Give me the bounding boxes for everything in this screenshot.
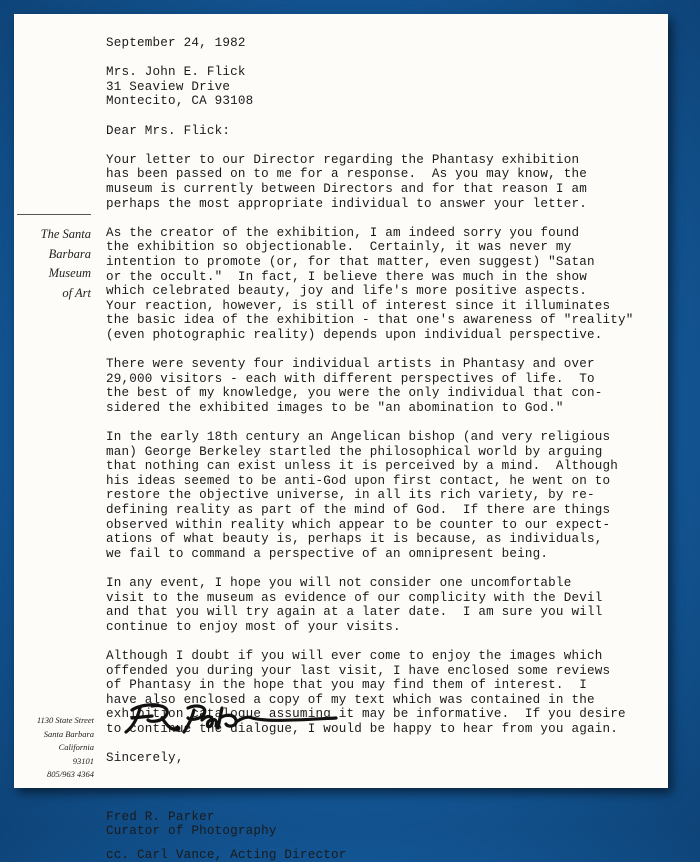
paragraph-line: man) George Berkeley startled the philosophical world by arguing bbox=[106, 444, 603, 459]
paragraph-line: As the creator of the exhibition, I am indeed sorry you found bbox=[106, 225, 580, 240]
paragraph-line: (even photographic reality) depends upon individual perspective. bbox=[106, 327, 603, 342]
paragraph-line: Your letter to our Director regarding the Phantasy exhibition bbox=[106, 152, 580, 167]
recipient-line: Mrs. John E. Flick bbox=[106, 65, 246, 80]
paragraph-line: restore the objective universe, in all its rich variety, by re- bbox=[106, 488, 595, 503]
paragraph-line: which celebrated beauty, joy and life's more positive aspects. bbox=[106, 284, 587, 299]
signer-name: Fred R. Parker bbox=[106, 809, 215, 824]
address-line: 805/963 4364 bbox=[47, 769, 94, 779]
letter-paragraph bbox=[106, 357, 666, 415]
paragraph-line: to continue the dialogue, I would be happy to hear from you again. bbox=[106, 721, 618, 736]
paragraph-line: that nothing can exist unless it is perceived by a mind. Although bbox=[106, 459, 618, 474]
letter-date: September 24, 1982 bbox=[106, 36, 246, 50]
paragraph-line: offended you during your last visit, I have enclosed some reviews bbox=[106, 663, 611, 678]
paragraph-line: and that you will try again at a later date. I am sure you will bbox=[106, 605, 603, 620]
letter-paragraphs bbox=[106, 153, 666, 751]
masthead-line: of Art bbox=[62, 285, 91, 300]
paragraph-line: or the occult." In fact, I believe there was much in the show bbox=[106, 269, 587, 284]
cc-line: cc. Carl Vance, Acting Director bbox=[106, 847, 347, 862]
masthead-line: Barbara bbox=[48, 246, 91, 261]
closing: Sincerely, bbox=[106, 751, 184, 766]
letter-paragraph bbox=[106, 576, 666, 634]
paragraph-line: sidered the exhibited images to be "an abomination to God." bbox=[106, 400, 564, 415]
paragraph-line: Although I doubt if you will ever come to enjoy the images which bbox=[106, 648, 603, 663]
paragraph-line: intention to promote (or, for that matter, even suggest) "Satan bbox=[106, 254, 595, 269]
handwritten-signature bbox=[118, 700, 348, 740]
paragraph-line: museum is currently between Directors and for that reason I am bbox=[106, 181, 587, 196]
paragraph-line: defining reality as part of the mind of God. If there are things bbox=[106, 503, 611, 517]
recipient-address bbox=[106, 65, 666, 109]
masthead-line: Museum bbox=[48, 266, 91, 280]
paragraph-line: perhaps the most appropriate individual to answer your letter. bbox=[106, 196, 587, 211]
paragraph-line: observed within reality which appear to be counter to our expect- bbox=[106, 517, 611, 532]
paragraph-line: In the early 18th century an Angelican bishop (and very religious bbox=[106, 430, 611, 445]
paragraph-line: his ideas seemed to be anti-God upon first contact, he went on to bbox=[106, 473, 611, 488]
paragraph-line: have also enclosed a copy of my text which was contained in the bbox=[106, 692, 595, 707]
letter-paragraph bbox=[106, 153, 666, 211]
address-line: Santa Barbara bbox=[43, 728, 94, 739]
paragraph-line: exhibition catalogue assuming it may be informative. If you desire bbox=[106, 707, 626, 722]
paragraph-line: There were seventy four individual artists in Phantasy and over bbox=[106, 357, 595, 372]
paragraph-line: the best of my knowledge, you were the only individual that con- bbox=[106, 386, 603, 401]
address-line: 93101 bbox=[72, 755, 94, 766]
paragraph-line: Your reaction, however, is still of interest since it illuminates bbox=[106, 298, 611, 313]
paragraph-line: 29,000 visitors - each with different perspectives of life. To bbox=[106, 371, 595, 386]
letter-paragraph bbox=[106, 430, 666, 561]
recipient-line: Montecito, CA 93108 bbox=[106, 94, 254, 109]
paragraph-line: ations of what beauty is, perhaps it is because, as individuals, bbox=[106, 532, 603, 547]
address-line: California bbox=[58, 742, 94, 752]
museum-masthead bbox=[17, 214, 91, 303]
letter-paragraph bbox=[106, 226, 666, 343]
paragraph-line: In any event, I hope you will not consider one uncomfortable bbox=[106, 575, 572, 590]
paragraph-line: continue to enjoy most of your visits. bbox=[106, 619, 401, 634]
paragraph-line: the basic idea of the exhibition - that one's awareness of "reality" bbox=[106, 313, 634, 328]
salutation: Dear Mrs. Flick: bbox=[106, 123, 231, 138]
museum-address bbox=[24, 714, 94, 782]
paragraph-line: of Phantasy in the hope that you may find them of interest. I bbox=[106, 678, 587, 693]
paragraph-line: visit to the museum as evidence of our complicity with the Devil bbox=[106, 590, 603, 605]
signer-title: Curator of Photography bbox=[106, 824, 277, 839]
paragraph-line: we fail to command a perspective of an omnipresent being. bbox=[106, 546, 549, 561]
address-line: 1130 State Street bbox=[36, 715, 94, 725]
letter-page bbox=[14, 14, 668, 862]
paragraph-line: the exhibition so objectionable. Certainly, it was never my bbox=[106, 240, 572, 255]
recipient-line: 31 Seaview Drive bbox=[106, 79, 231, 94]
masthead-line: The Santa bbox=[40, 227, 91, 241]
paragraph-line: has been passed on to me for a response. As you may know, the bbox=[106, 167, 587, 182]
